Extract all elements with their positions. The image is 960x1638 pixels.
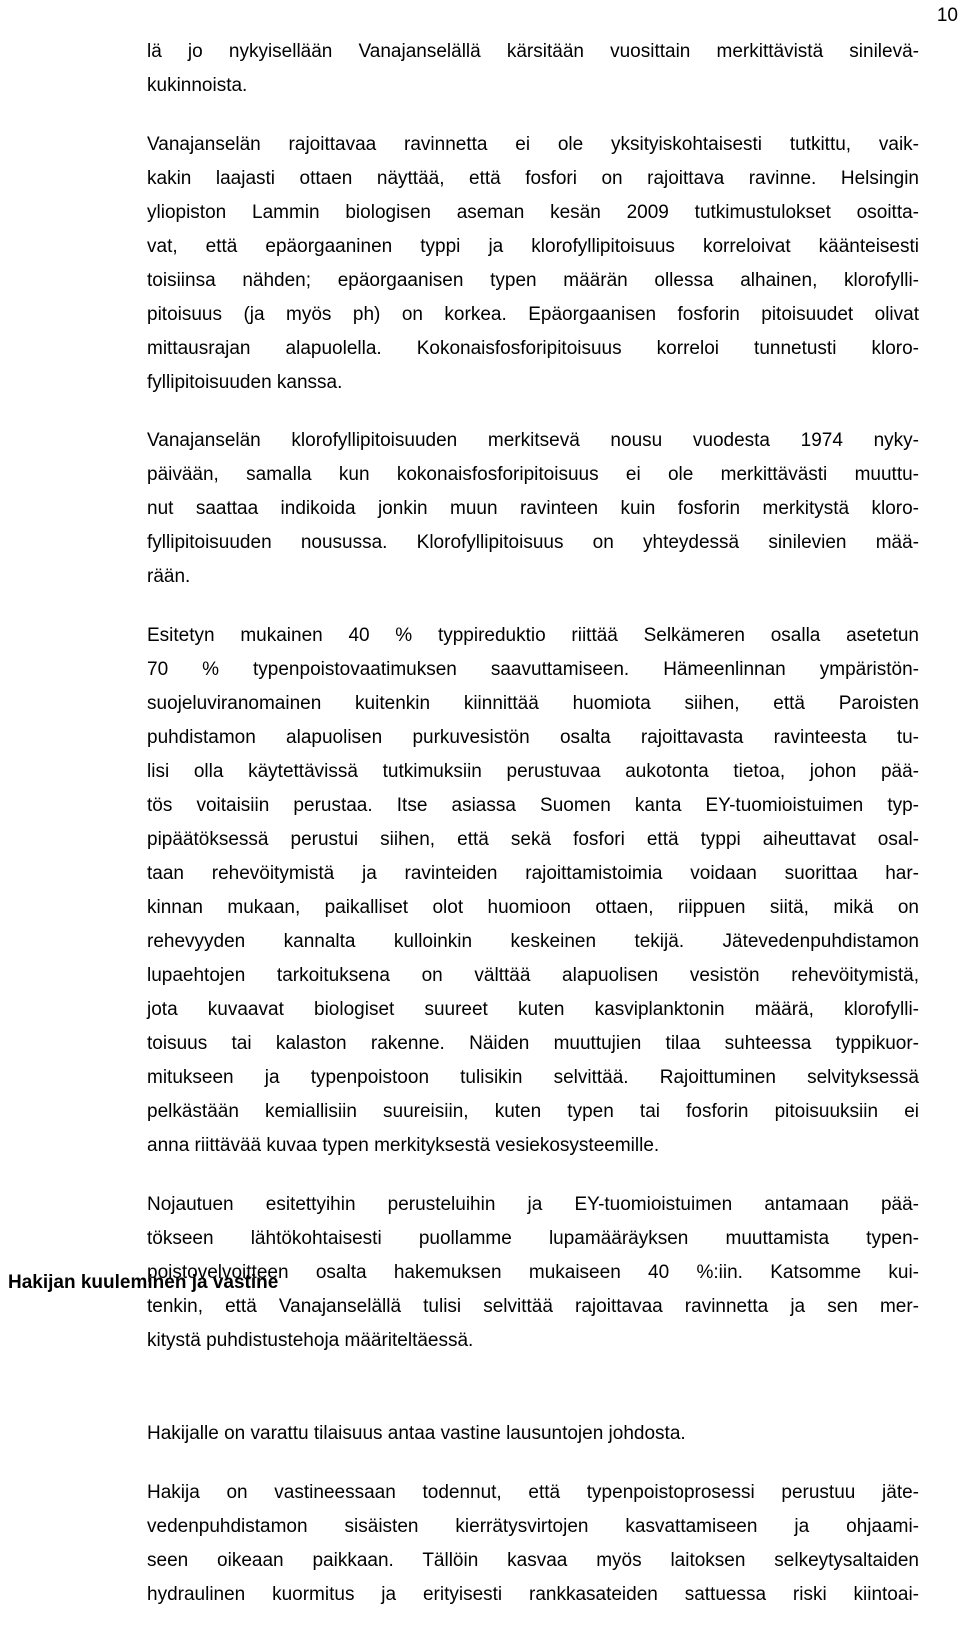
text-line: hydraulinen kuormitus ja erityisesti rankkasateiden sattuessa riski kiintoai- (147, 1584, 919, 1605)
text-line: anna riittävää kuvaa typen merkityksestä vesiekosysteemille. (147, 1135, 660, 1156)
text-line: kinnan mukaan, paikalliset olot huomioon ottaen, riippuen siitä, mikä on (147, 897, 919, 918)
text-line: lä jo nykyisellään Vanajanselällä kärsitään vuosittain merkittävistä sinilevä- (147, 41, 919, 62)
text-line: puhdistamon alapuolisen purkuvesistön osalta rajoittavasta ravinteesta tu- (147, 727, 919, 748)
text-line: vedenpuhdistamon sisäisten kierrätysvirtojen kasvattamiseen ja ohjaami- (147, 1516, 919, 1537)
text-line: rehevyyden kannalta kulloinkin keskeinen tekijä. Jätevedenpuhdistamon (147, 931, 919, 952)
text-line: nut saattaa indikoida jonkin muun ravinteen kuin fosforin merkitystä kloro- (147, 498, 919, 519)
text-line: fyllipitoisuuden nousussa. Klorofyllipitoisuus on yhteydessä sinilevien mää- (147, 532, 919, 553)
text-line: jota kuvaavat biologiset suureet kuten kasviplanktonin määrä, klorofylli- (147, 999, 919, 1020)
text-line: tenkin, että Vanajanselällä tulisi selvittää rajoittavaa ravinnetta ja sen mer- (147, 1296, 919, 1317)
text-line: kitystä puhdistustehoja määriteltäessä. (147, 1330, 474, 1351)
text-line: fyllipitoisuuden kanssa. (147, 372, 343, 393)
text-line: Nojautuen esitettyihin perusteluihin ja EY-tuomioistuimen antamaan pää- (147, 1194, 919, 1215)
text-line: 70 % typenpoistovaatimuksen saavuttamiseen. Hämeenlinnan ympäristön- (147, 659, 919, 680)
text-line: tös voitaisiin perustaa. Itse asiassa Suomen kanta EY-tuomioistuimen typ- (147, 795, 919, 816)
text-line: Hakijalle on varattu tilaisuus antaa vastine lausuntojen johdosta. (147, 1423, 686, 1444)
text-line: Esitetyn mukainen 40 % typpireduktio riittää Selkämeren osalla asetetun (147, 625, 919, 646)
text-line: tökseen lähtökohtaisesti puollamme lupamääräyksen muuttamista typen- (147, 1228, 919, 1249)
text-line: kukinnoista. (147, 75, 248, 96)
text-line: seen oikeaan paikkaan. Tällöin kasvaa myös laitoksen selkeytysaltaiden (147, 1550, 919, 1571)
text-line: toisiinsa nähden; epäorgaanisen typen määrän ollessa alhainen, klorofylli- (147, 270, 919, 291)
text-line: toisuus tai kalaston rakenne. Näiden muuttujien tilaa suhteessa typpikuor- (147, 1033, 919, 1054)
text-line: yliopiston Lammin biologisen aseman kesän 2009 tutkimustulokset osoitta- (147, 202, 919, 223)
page-number: 10 (936, 5, 958, 26)
text-line: päivään, samalla kun kokonaisfosforipitoisuus ei ole merkittävästi muuttu- (147, 464, 919, 485)
text-line: kakin laajasti ottaen näyttää, että fosfori on rajoittava ravinne. Helsingin (147, 168, 919, 189)
text-line: poistovelvoitteen osalta hakemuksen mukaiseen 40 %:iin. Katsomme kui- (147, 1262, 919, 1283)
text-line: mittausrajan alapuolella. Kokonaisfosforipitoisuus korreloi tunnetusti kloro- (147, 338, 919, 359)
text-line: pitoisuus (ja myös ph) on korkea. Epäorgaanisen fosforin pitoisuudet olivat (147, 304, 919, 325)
text-line: Vanajanselän klorofyllipitoisuuden merkitsevä nousu vuodesta 1974 nyky- (147, 430, 919, 451)
text-line: rään. (147, 566, 191, 587)
text-line: taan rehevöitymistä ja ravinteiden rajoittamistoimia voidaan suorittaa har- (147, 863, 919, 884)
text-line: Vanajanselän rajoittavaa ravinnetta ei ole yksityiskohtaisesti tutkittu, vaik- (147, 134, 919, 155)
text-line: suojeluviranomainen kuitenkin kiinnittää huomiota siihen, että Paroisten (147, 693, 919, 714)
text-line: pelkästään kemiallisiin suureisiin, kuten typen tai fosforin pitoisuuksiin ei (147, 1101, 919, 1122)
text-line: lupaehtojen tarkoituksena on välttää alapuolisen vesistön rehevöitymistä, (147, 965, 919, 986)
text-line: Hakija on vastineessaan todennut, että typenpoistoprosessi perustuu jäte- (147, 1482, 919, 1503)
text-line: lisi olla käytettävissä tutkimuksiin perustuvaa aukotonta tietoa, johon pää- (147, 761, 919, 782)
text-line: pipäätöksessä perustui siihen, että sekä fosfori että typpi aiheuttavat osal- (147, 829, 919, 850)
text-line: mitukseen ja typenpoistoon tulisikin selvittää. Rajoittuminen selvityksessä (147, 1067, 919, 1088)
text-line: vat, että epäorgaaninen typpi ja klorofyllipitoisuus korreloivat käänteisesti (147, 236, 919, 257)
section-heading: Hakijan kuuleminen ja vastine (8, 1272, 279, 1293)
